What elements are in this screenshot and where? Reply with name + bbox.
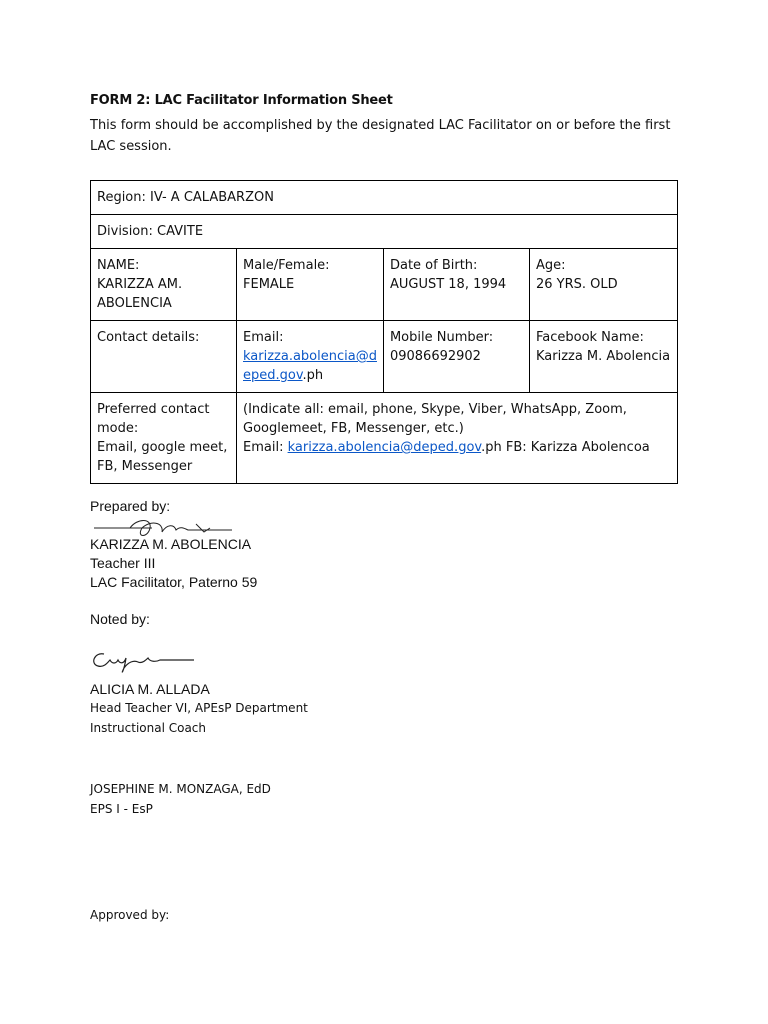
table-row bbox=[91, 249, 678, 321]
prepared-name: KARIZZA M. ABOLENCIA bbox=[90, 536, 252, 552]
facebook-value: Karizza M. Abolencia bbox=[535, 349, 671, 364]
contact-label-cell: Contact details: bbox=[91, 321, 237, 393]
facilitator-info-table bbox=[90, 180, 678, 484]
form-intro: This form should be accomplished by the designated LAC Facilitator on or before the first LAC session. bbox=[90, 118, 671, 154]
sex-cell bbox=[237, 249, 384, 321]
name-value-line1: KARIZZA AM. bbox=[97, 277, 183, 292]
pref-email-link[interactable]: karizza.abolencia@deped.gov bbox=[287, 440, 482, 455]
email-suffix: .ph bbox=[302, 368, 324, 383]
form-title: FORM 2: LAC Facilitator Information Sheet bbox=[90, 93, 393, 108]
noted-signature bbox=[90, 646, 196, 678]
approved-by-label: Approved by: bbox=[90, 908, 170, 922]
pref-label-line2: mode: bbox=[97, 421, 139, 436]
age-label: Age: bbox=[535, 258, 566, 273]
table-row bbox=[91, 321, 678, 393]
pref-label-line1: Preferred contact bbox=[97, 402, 210, 417]
age-value: 26 YRS. OLD bbox=[535, 277, 618, 292]
facebook-cell bbox=[529, 321, 677, 393]
noted-by-label: Noted by: bbox=[90, 611, 150, 627]
pref-label-line4: FB, Messenger bbox=[97, 459, 193, 474]
pref-label-cell bbox=[91, 393, 237, 484]
facebook-label: Facebook Name: bbox=[535, 330, 644, 345]
mobile-cell bbox=[383, 321, 529, 393]
pref-instruction: (Indicate all: email, phone, Skype, Viber, WhatsApp, Zoom, Googlemeet, FB, Messenger, etc.) bbox=[243, 402, 627, 436]
email-label: Email: bbox=[243, 330, 284, 345]
prepared-position-1: Teacher III bbox=[90, 555, 156, 571]
eps-position: EPS I - EsP bbox=[90, 802, 153, 816]
email-cell bbox=[237, 321, 384, 393]
email-link[interactable]: karizza.abolencia@d bbox=[243, 349, 377, 364]
prepared-position-2: LAC Facilitator, Paterno 59 bbox=[90, 574, 258, 590]
noted-position-2: Instructional Coach bbox=[90, 721, 207, 735]
noted-name: ALICIA M. ALLADA bbox=[90, 681, 210, 697]
name-value-line2: ABOLENCIA bbox=[97, 296, 172, 311]
age-cell bbox=[529, 249, 677, 321]
region-cell: Region: IV- A CALABARZON bbox=[91, 181, 678, 215]
prepared-by-label: Prepared by: bbox=[90, 498, 171, 514]
pref-label-line3: Email, google meet, bbox=[97, 440, 228, 455]
name-cell bbox=[91, 249, 237, 321]
eps-name: JOSEPHINE M. MONZAGA, EdD bbox=[90, 782, 271, 796]
prepared-by-block bbox=[90, 535, 257, 592]
sex-value: FEMALE bbox=[243, 277, 295, 292]
dob-value: AUGUST 18, 1994 bbox=[389, 277, 507, 292]
table-row bbox=[91, 215, 678, 249]
dob-cell bbox=[383, 249, 529, 321]
division-cell: Division: CAVITE bbox=[91, 215, 678, 249]
noted-position-1: Head Teacher VI, APEsP Department bbox=[90, 701, 308, 715]
table-row bbox=[91, 393, 678, 484]
pref-value-cell bbox=[237, 393, 678, 484]
email-link-cont[interactable]: eped.gov bbox=[243, 368, 303, 383]
pref-email-prefix: Email: bbox=[243, 440, 288, 455]
pref-email-suffix: .ph FB: Karizza Abolencoa bbox=[481, 440, 650, 455]
sex-label: Male/Female: bbox=[243, 258, 330, 273]
mobile-value: 09086692902 bbox=[389, 349, 481, 364]
mobile-label: Mobile Number: bbox=[389, 330, 494, 345]
dob-label: Date of Birth: bbox=[389, 258, 478, 273]
name-label: NAME: bbox=[97, 258, 140, 273]
table-row bbox=[91, 181, 678, 215]
